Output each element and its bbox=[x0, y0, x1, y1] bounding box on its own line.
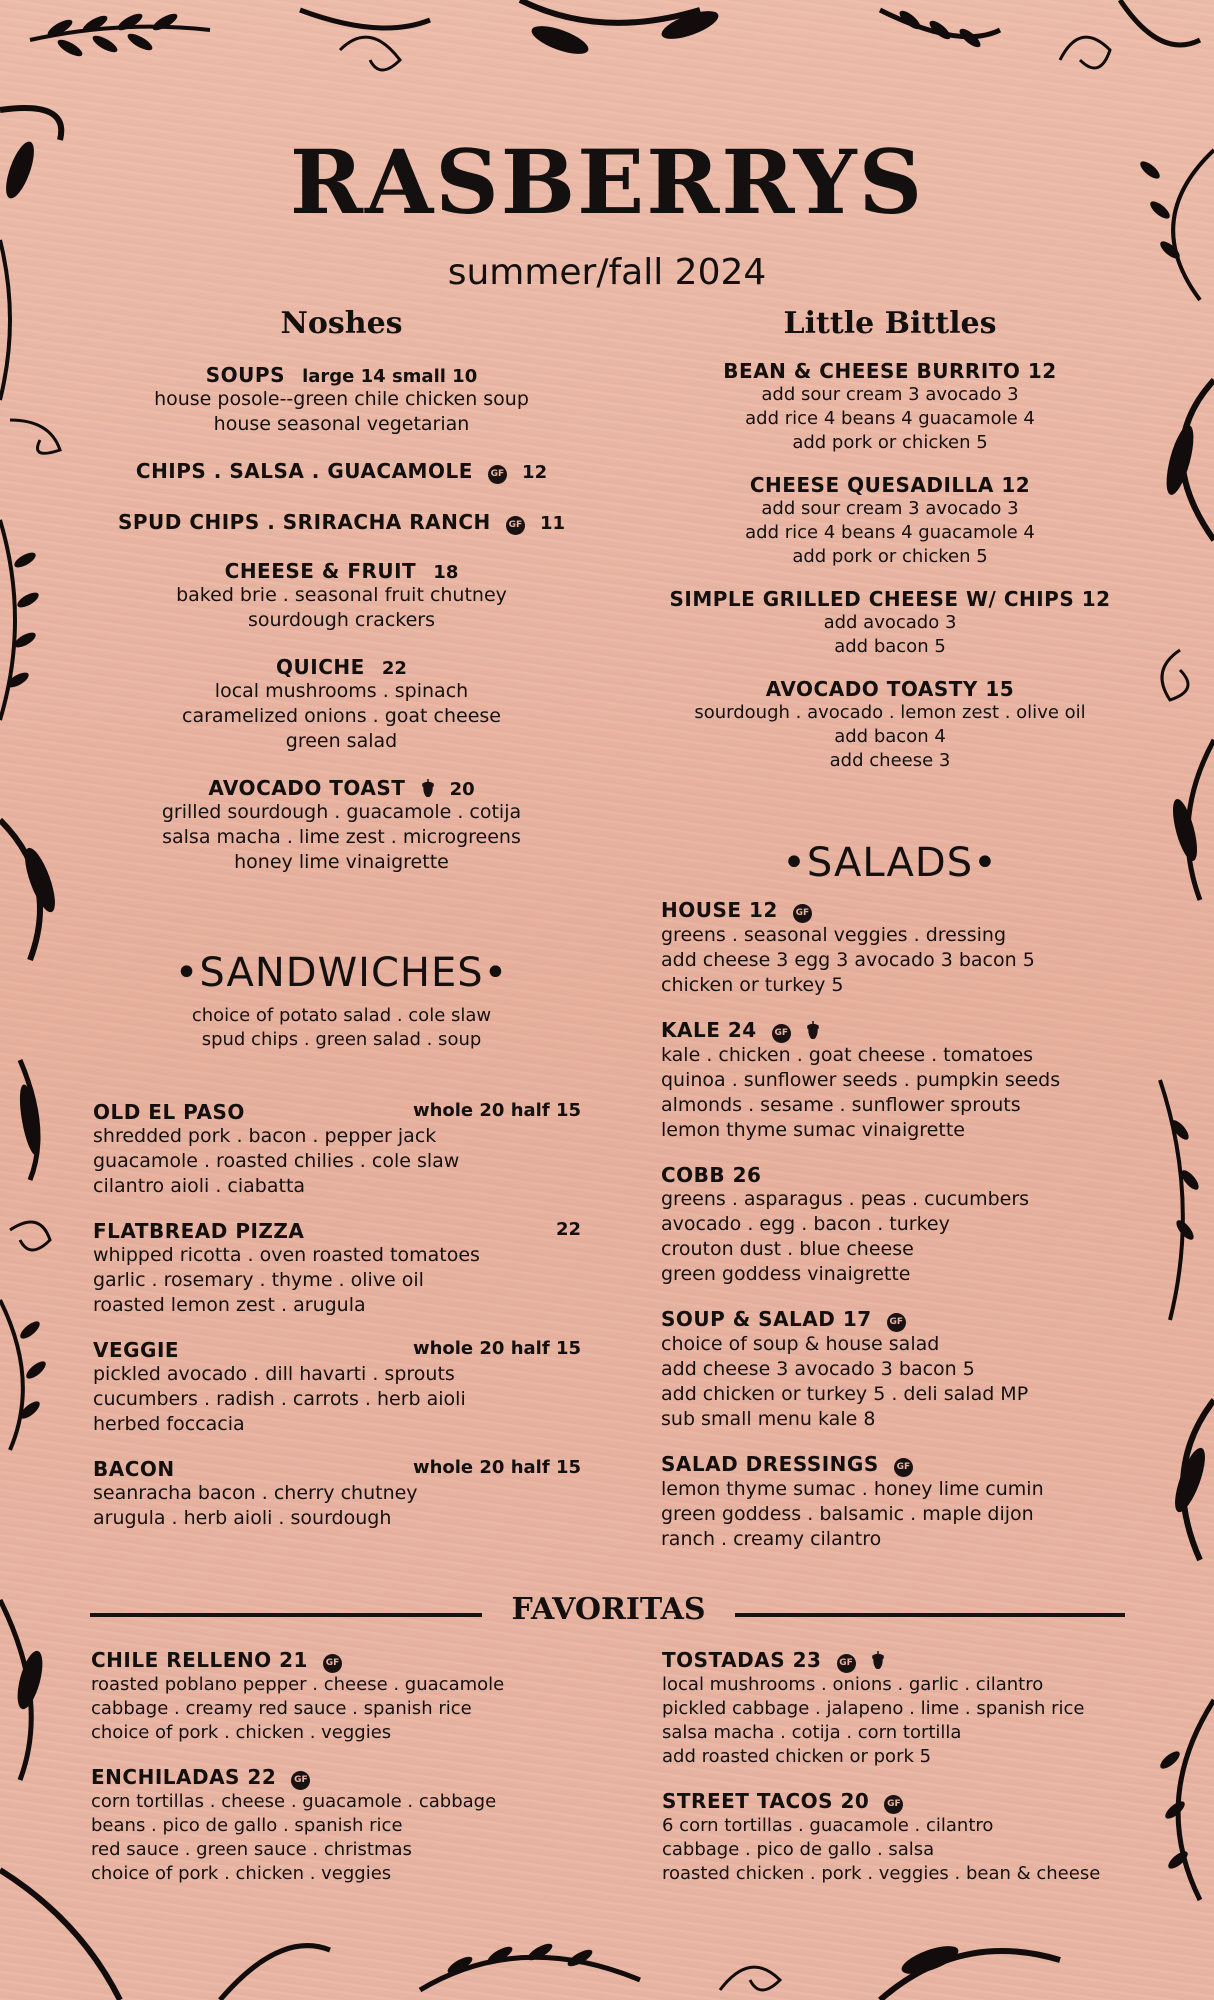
sandwich-item bbox=[93, 1100, 581, 1199]
gluten-free-icon: GF bbox=[894, 1458, 913, 1477]
quiche-line: local mushrooms . spinach bbox=[214, 680, 469, 702]
bittles-item-line: add avocado 3 bbox=[823, 612, 957, 633]
bittles-item-line: sourdough . avocado . lemon zest . olive oil bbox=[694, 702, 1086, 723]
soups-price: large 14 small 10 bbox=[302, 366, 478, 387]
cheese-fruit-item bbox=[100, 559, 583, 633]
sandwich-item bbox=[93, 1219, 581, 1318]
sandwich-item bbox=[93, 1457, 581, 1531]
gluten-free-icon: GF bbox=[291, 1771, 310, 1790]
quiche-item bbox=[100, 655, 583, 754]
bittles-item-name: AVOCADO TOASTY 15 bbox=[765, 677, 1015, 701]
sandwich-line: arugula . herb aioli . sourdough bbox=[93, 1507, 392, 1529]
sandwich-item bbox=[93, 1338, 581, 1437]
favorita-line: cabbage . pico de gallo . salsa bbox=[662, 1839, 935, 1860]
salad-line: choice of soup & house salad bbox=[661, 1333, 940, 1355]
chips-item bbox=[100, 459, 583, 484]
favorita-line: salsa macha . cotija . corn tortilla bbox=[662, 1722, 962, 1743]
salad-name: KALE 24 bbox=[661, 1018, 757, 1042]
salad-name: SOUP & SALAD 17 bbox=[661, 1307, 872, 1331]
sandwich-line: whipped ricotta . oven roasted tomatoes bbox=[93, 1244, 480, 1266]
favorita-item bbox=[662, 1789, 1142, 1886]
favorita-line: red sauce . green sauce . christmas bbox=[91, 1839, 412, 1860]
favorita-line: pickled cabbage . jalapeno . lime . spanish rice bbox=[662, 1698, 1085, 1719]
salads-list bbox=[661, 898, 1131, 1552]
sandwich-line: garlic . rosemary . thyme . olive oil bbox=[93, 1269, 424, 1291]
avocado-toast-price: 20 bbox=[449, 779, 475, 800]
bittles-item-name: SIMPLE GRILLED CHEESE W/ CHIPS 12 bbox=[669, 587, 1111, 611]
sandwich-line: seanracha bacon . cherry chutney bbox=[93, 1482, 418, 1504]
salad-item bbox=[661, 898, 1131, 998]
sandwiches-sides-line: choice of potato salad . cole slaw bbox=[191, 1005, 492, 1026]
sandwich-line: cilantro aioli . ciabatta bbox=[93, 1175, 306, 1197]
soups-line: house seasonal vegetarian bbox=[213, 413, 470, 435]
sandwiches-sides bbox=[100, 1004, 583, 1052]
salad-line: greens . asparagus . peas . cucumbers bbox=[661, 1188, 1030, 1210]
sandwich-price: whole 20 half 15 bbox=[412, 1338, 581, 1359]
bittles-item bbox=[650, 587, 1130, 659]
vegetarian-acorn-icon bbox=[806, 1021, 820, 1039]
sandwich-name: BACON bbox=[93, 1457, 175, 1481]
sandwiches-list bbox=[93, 1100, 581, 1531]
sandwich-line: roasted lemon zest . arugula bbox=[93, 1294, 366, 1316]
gluten-free-icon: GF bbox=[887, 1313, 906, 1332]
salad-line: almonds . sesame . sunflower sprouts bbox=[661, 1094, 1021, 1116]
bittles-item-line: add sour cream 3 avocado 3 bbox=[761, 498, 1019, 519]
bittles-item-line: add rice 4 beans 4 guacamole 4 bbox=[745, 408, 1035, 429]
bittles-item-name: CHEESE QUESADILLA 12 bbox=[749, 473, 1031, 497]
salad-line: ranch . creamy cilantro bbox=[661, 1528, 882, 1550]
favorita-name: CHILE RELLENO 21 bbox=[91, 1648, 308, 1672]
avocado-toast-line: honey lime vinaigrette bbox=[234, 851, 449, 873]
gluten-free-icon: GF bbox=[793, 904, 812, 923]
little-bittles-heading: Little Bittles bbox=[783, 306, 997, 341]
favoritas-right-column bbox=[662, 1648, 1142, 1886]
favorita-name: ENCHILADAS 22 bbox=[91, 1765, 277, 1789]
vegetarian-acorn-icon bbox=[421, 779, 435, 797]
noshes-section bbox=[100, 306, 583, 875]
gluten-free-icon: GF bbox=[323, 1654, 342, 1673]
gluten-free-icon: GF bbox=[884, 1795, 903, 1814]
soups-name: SOUPS bbox=[205, 363, 285, 387]
sandwich-line: guacamole . roasted chilies . cole slaw bbox=[93, 1150, 460, 1172]
bittles-item bbox=[650, 473, 1130, 569]
cheese-fruit-line: baked brie . seasonal fruit chutney bbox=[176, 584, 507, 606]
sandwich-price: whole 20 half 15 bbox=[412, 1100, 581, 1121]
favorita-item bbox=[91, 1648, 581, 1745]
gluten-free-icon: GF bbox=[837, 1654, 856, 1673]
spud-chips-price: 11 bbox=[539, 513, 566, 534]
sandwiches-sides-line: spud chips . green salad . soup bbox=[201, 1029, 482, 1050]
avocado-toast-line: salsa macha . lime zest . microgreens bbox=[162, 826, 521, 848]
bittles-item-line: add cheese 3 bbox=[829, 750, 951, 771]
favorita-line: add roasted chicken or pork 5 bbox=[662, 1746, 932, 1767]
quiche-name: QUICHE bbox=[276, 655, 365, 679]
salad-line: kale . chicken . goat cheese . tomatoes bbox=[661, 1044, 1034, 1066]
sandwich-name: VEGGIE bbox=[93, 1338, 180, 1362]
salad-line: green goddess vinaigrette bbox=[661, 1263, 911, 1285]
cheese-fruit-name: CHEESE & FRUIT bbox=[224, 559, 417, 583]
salad-line: avocado . egg . bacon . turkey bbox=[661, 1213, 950, 1235]
divider-right bbox=[735, 1613, 1125, 1617]
chips-price: 12 bbox=[522, 462, 548, 483]
gluten-free-icon: GF bbox=[772, 1024, 791, 1043]
favoritas-left-column bbox=[91, 1648, 581, 1886]
favorita-name: STREET TACOS 20 bbox=[662, 1789, 870, 1813]
salad-line: lemon thyme sumac . honey lime cumin bbox=[661, 1478, 1044, 1500]
salad-line: sub small menu kale 8 bbox=[661, 1408, 876, 1430]
favorita-item bbox=[662, 1648, 1142, 1769]
salad-item bbox=[661, 1307, 1131, 1432]
salad-line: quinoa . sunflower seeds . pumpkin seeds bbox=[661, 1069, 1061, 1091]
chips-name: CHIPS . SALSA . GUACAMOLE bbox=[135, 459, 473, 483]
quiche-line: caramelized onions . goat cheese bbox=[182, 705, 501, 727]
salad-item bbox=[661, 1163, 1131, 1287]
salad-line: lemon thyme sumac vinaigrette bbox=[661, 1119, 965, 1141]
bittles-item-line: add rice 4 beans 4 guacamole 4 bbox=[745, 522, 1035, 543]
favorita-line: roasted chicken . pork . veggies . bean & cheese bbox=[662, 1863, 1101, 1884]
bittles-item-line: add pork or chicken 5 bbox=[792, 546, 988, 567]
salad-line: greens . seasonal veggies . dressing bbox=[661, 924, 1007, 946]
favorita-name: TOSTADAS 23 bbox=[662, 1648, 822, 1672]
quiche-line: green salad bbox=[285, 730, 398, 752]
sandwich-price: 22 bbox=[555, 1219, 581, 1240]
favorita-line: cabbage . creamy red sauce . spanish rice bbox=[91, 1698, 472, 1719]
favorita-line: beans . pico de gallo . spanish rice bbox=[91, 1815, 403, 1836]
spud-chips-item bbox=[100, 510, 583, 535]
quiche-price: 22 bbox=[381, 658, 407, 679]
salad-line: add chicken or turkey 5 . deli salad MP bbox=[661, 1383, 1029, 1405]
sandwich-line: shredded pork . bacon . pepper jack bbox=[93, 1125, 437, 1147]
sandwich-name: FLATBREAD PIZZA bbox=[93, 1219, 305, 1243]
gluten-free-icon: GF bbox=[506, 516, 525, 535]
bittles-item-line: add bacon 5 bbox=[834, 636, 946, 657]
vegetarian-acorn-icon bbox=[871, 1651, 885, 1669]
favorita-line: 6 corn tortillas . guacamole . cilantro bbox=[662, 1815, 994, 1836]
favorita-line: choice of pork . chicken . veggies bbox=[91, 1722, 392, 1743]
bittles-item bbox=[650, 359, 1130, 455]
soups-item bbox=[100, 363, 583, 437]
cheese-fruit-price: 18 bbox=[433, 562, 459, 583]
divider-left bbox=[90, 1613, 482, 1617]
salad-line: add cheese 3 avocado 3 bacon 5 bbox=[661, 1358, 975, 1380]
favorita-item bbox=[91, 1765, 581, 1886]
little-bittles-section bbox=[650, 306, 1130, 773]
sandwich-line: pickled avocado . dill havarti . sprouts bbox=[93, 1363, 455, 1385]
favorita-line: corn tortillas . cheese . guacamole . cabbage bbox=[91, 1791, 497, 1812]
favorita-line: choice of pork . chicken . veggies bbox=[91, 1863, 392, 1884]
bittles-item-line: add bacon 4 bbox=[834, 726, 946, 747]
sandwich-price: whole 20 half 15 bbox=[412, 1457, 581, 1478]
bittles-item-line: add sour cream 3 avocado 3 bbox=[761, 384, 1019, 405]
avocado-toast-name: AVOCADO TOAST bbox=[208, 776, 406, 800]
salad-name: COBB 26 bbox=[661, 1163, 762, 1187]
spud-chips-name: SPUD CHIPS . SRIRACHA RANCH bbox=[117, 510, 491, 534]
salad-line: crouton dust . blue cheese bbox=[661, 1238, 914, 1260]
bittles-item-name: BEAN & CHEESE BURRITO 12 bbox=[723, 359, 1057, 383]
salad-name: SALAD DRESSINGS bbox=[661, 1452, 879, 1476]
sandwich-line: herbed foccacia bbox=[93, 1413, 245, 1435]
noshes-heading: Noshes bbox=[280, 306, 403, 341]
salad-item bbox=[661, 1018, 1131, 1143]
favorita-line: roasted poblano pepper . cheese . guacamole bbox=[91, 1674, 505, 1695]
avocado-toast-line: grilled sourdough . guacamole . cotija bbox=[161, 801, 522, 823]
menu-subtitle: summer/fall 2024 bbox=[447, 252, 767, 293]
favoritas-heading: FAVORITAS bbox=[511, 1592, 706, 1627]
sandwich-line: cucumbers . radish . carrots . herb aioli bbox=[93, 1388, 466, 1410]
soups-line: house posole--green chile chicken soup bbox=[154, 388, 529, 410]
bittles-item-line: add pork or chicken 5 bbox=[792, 432, 988, 453]
salads-heading: •SALADS• bbox=[782, 840, 998, 886]
sandwiches-heading: •SANDWICHES• bbox=[174, 950, 509, 996]
sandwich-name: OLD EL PASO bbox=[93, 1100, 245, 1124]
salad-line: chicken or turkey 5 bbox=[661, 974, 844, 996]
salad-line: add cheese 3 egg 3 avocado 3 bacon 5 bbox=[661, 949, 1035, 971]
menu-title: RASBERRYS bbox=[289, 130, 925, 234]
salad-name: HOUSE 12 bbox=[661, 898, 778, 922]
salad-line: green goddess . balsamic . maple dijon bbox=[661, 1503, 1034, 1525]
bittles-item bbox=[650, 677, 1130, 773]
favorita-line: local mushrooms . onions . garlic . cilantro bbox=[662, 1674, 1044, 1695]
salad-item bbox=[661, 1452, 1131, 1552]
cheese-fruit-line: sourdough crackers bbox=[248, 609, 435, 631]
avocado-toast-item bbox=[100, 776, 583, 875]
gluten-free-icon: GF bbox=[488, 465, 507, 484]
